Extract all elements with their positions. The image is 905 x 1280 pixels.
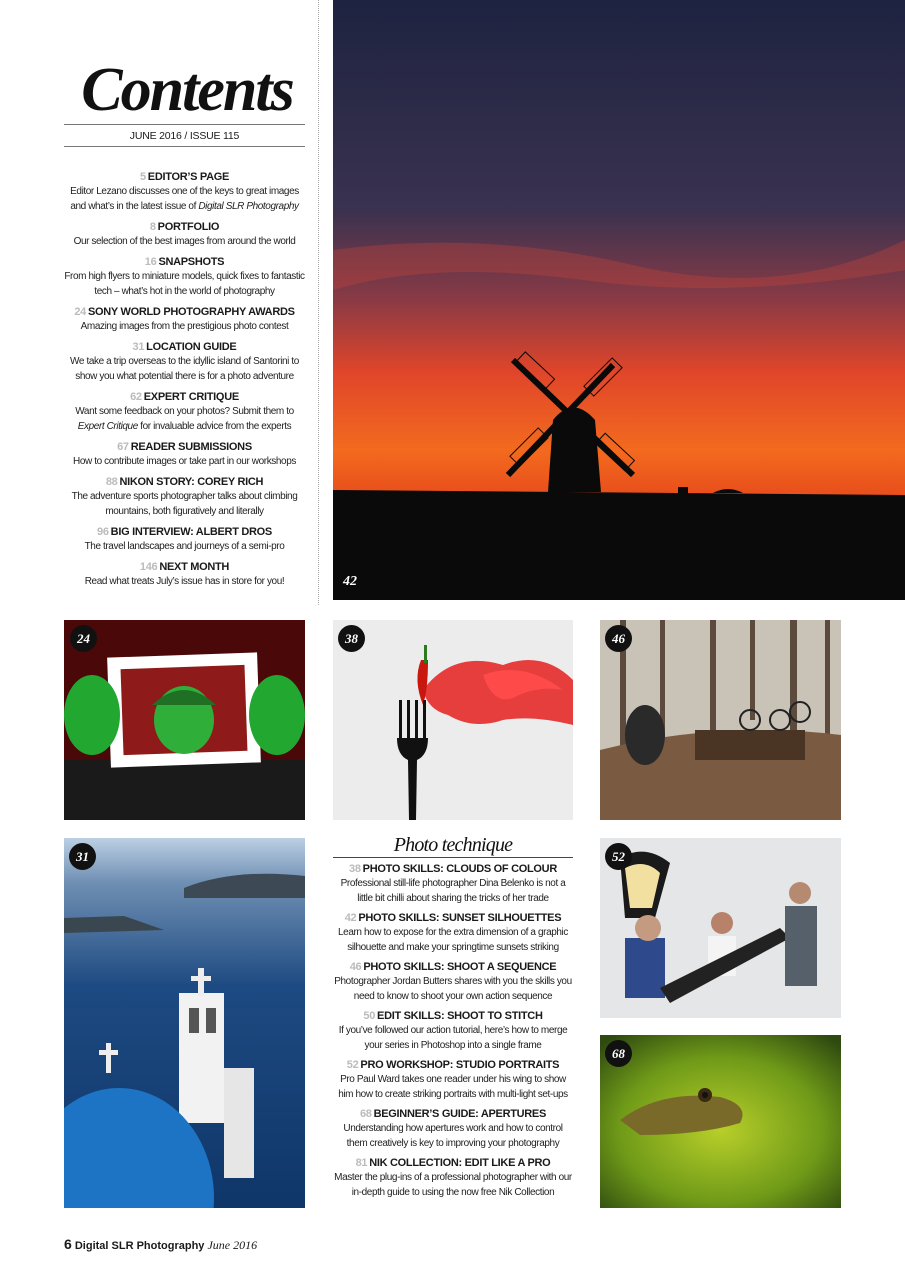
toc-page-number: 16 <box>144 256 157 268</box>
toc-page-number: 88 <box>105 476 118 488</box>
technique-entry[interactable] <box>333 1058 573 1102</box>
technique-entry[interactable] <box>333 1009 573 1053</box>
toc-heading: EXPERT CRITIQUE <box>143 391 239 403</box>
toc-entry[interactable] <box>64 220 305 249</box>
toc-desc-after: for invaluable advice from the experts <box>137 421 292 432</box>
toc-desc: Amazing images from the prestigious photo contest <box>80 321 289 332</box>
toc-page-number: 5 <box>139 171 146 183</box>
toc-page-number: 46 <box>349 961 362 973</box>
technique-entry[interactable] <box>333 1156 573 1200</box>
photo-badge: 31 <box>69 843 96 870</box>
toc-desc: Our selection of the best images from around the world <box>73 236 296 247</box>
toc-desc: Master the plug-ins of a professional photographer with our in-depth guide to using the now free Nik Collection <box>334 1172 572 1198</box>
toc-desc: If you’ve followed our action tutorial, here’s how to merge your series in Photoshop into a single frame <box>338 1025 568 1051</box>
toc-entry[interactable] <box>64 440 305 469</box>
frog-photo[interactable] <box>600 1035 841 1208</box>
photo-badge: 52 <box>605 843 632 870</box>
toc-entry[interactable] <box>64 390 305 434</box>
toc-page-number: 81 <box>355 1157 368 1169</box>
page-title: Contents <box>81 56 293 124</box>
page-footer <box>64 1236 257 1253</box>
studio-portrait-photo[interactable] <box>600 838 841 1018</box>
toc-heading: BEGINNER’S GUIDE: APERTURES <box>373 1108 547 1120</box>
toc-page-number: 146 <box>139 561 158 573</box>
section-title: Photo technique <box>393 834 513 856</box>
studio-portrait-image <box>600 838 841 1018</box>
toc-page-number: 24 <box>74 306 86 318</box>
toc-heading: NIKON STORY: COREY RICH <box>119 476 264 488</box>
soldier-frame-photo[interactable] <box>64 620 305 820</box>
toc-entry[interactable] <box>64 305 305 334</box>
toc-heading: PHOTO SKILLS: SUNSET SILHOUETTES <box>358 912 562 924</box>
toc-desc: The travel landscapes and journeys of a semi-pro <box>84 541 285 552</box>
toc-page-number: 62 <box>130 391 142 403</box>
toc-desc: Learn how to expose for the extra dimension of a graphic silhouette and make your springtime sunsets striking <box>338 927 568 953</box>
toc-heading: NIK COLLECTION: EDIT LIKE A PRO <box>369 1157 551 1169</box>
toc-page-number: 67 <box>117 441 129 453</box>
toc-desc-italic: Expert Critique <box>77 421 138 432</box>
toc-heading: SNAPSHOTS <box>158 256 225 268</box>
frog-image <box>600 1035 841 1208</box>
toc-page-number: 8 <box>149 221 156 233</box>
technique-entry[interactable] <box>333 862 573 906</box>
toc-entry[interactable] <box>64 475 305 519</box>
toc-page-number: 31 <box>132 341 145 353</box>
windmill-sunset-image <box>333 0 905 600</box>
column-divider <box>318 0 319 605</box>
issue-line: JUNE 2016 / ISSUE 115 <box>129 130 240 142</box>
toc-heading: PHOTO SKILLS: CLOUDS OF COLOUR <box>362 863 557 875</box>
toc-desc: How to contribute images or take part in our workshops <box>73 456 296 467</box>
issue-rule <box>64 146 305 147</box>
toc-heading: PHOTO SKILLS: SHOOT A SEQUENCE <box>363 961 557 973</box>
toc-heading: EDIT SKILLS: SHOOT TO STITCH <box>377 1010 543 1022</box>
chilli-fork-image <box>333 620 573 820</box>
toc-page-number: 52 <box>346 1059 359 1071</box>
mountain-bikes-image <box>600 620 841 820</box>
toc-entry[interactable] <box>64 525 305 554</box>
toc-entry[interactable] <box>64 170 305 214</box>
toc-heading: SONY WORLD PHOTOGRAPHY AWARDS <box>88 306 295 318</box>
toc-entry[interactable] <box>64 340 305 384</box>
technique-list <box>333 862 573 1205</box>
toc-desc: Editor Lezano discusses one of the keys to great images and what’s in the latest issue of <box>70 186 299 212</box>
toc-heading: BIG INTERVIEW: ALBERT DROS <box>110 526 272 538</box>
toc-desc: Pro Paul Ward takes one reader under his wing to show him how to create striking portraits with multi-light set-ups <box>338 1074 568 1100</box>
santorini-image <box>64 838 305 1208</box>
toc-page-number: 68 <box>359 1108 372 1120</box>
technique-entry[interactable] <box>333 911 573 955</box>
chilli-fork-photo[interactable] <box>333 620 573 820</box>
title-rule <box>64 124 305 125</box>
photo-badge: 38 <box>338 625 365 652</box>
toc-page-number: 42 <box>344 912 357 924</box>
toc-heading: LOCATION GUIDE <box>146 341 237 353</box>
photo-badge: 46 <box>605 625 632 652</box>
footer-date: June 2016 <box>207 1238 258 1252</box>
toc-desc-italic: Digital SLR Photography <box>198 201 299 212</box>
toc-desc: The adventure sports photographer talks about climbing mountains, both figuratively and literally <box>71 491 298 517</box>
contents-list <box>64 170 305 595</box>
toc-heading: PORTFOLIO <box>157 221 220 233</box>
photo-badge: 24 <box>70 625 97 652</box>
footer-magazine: Digital SLR Photography <box>74 1240 205 1252</box>
toc-entry[interactable] <box>64 560 305 589</box>
photo-badge: 68 <box>605 1040 632 1067</box>
toc-page-number: 50 <box>363 1010 376 1022</box>
toc-desc: Understanding how apertures work and how to control them creatively is key to improving your photography <box>343 1123 563 1149</box>
footer-page-number: 6 <box>64 1236 72 1252</box>
soldier-frame-image <box>64 620 305 820</box>
section-rule <box>333 857 573 858</box>
technique-entry[interactable] <box>333 1107 573 1151</box>
mountain-bikes-photo[interactable] <box>600 620 841 820</box>
toc-desc: Want some feedback on your photos? Submit them to <box>75 406 294 417</box>
toc-heading: PRO WORKSHOP: STUDIO PORTRAITS <box>360 1059 560 1071</box>
toc-heading: READER SUBMISSIONS <box>130 441 252 453</box>
technique-entry[interactable] <box>333 960 573 1004</box>
toc-heading: NEXT MONTH <box>159 561 230 573</box>
toc-desc: Read what treats July’s issue has in store for you! <box>84 576 285 587</box>
hero-page-number: 42 <box>343 574 357 589</box>
toc-desc: We take a trip overseas to the idyllic island of Santorini to show you what potential there is for a photo adventure <box>70 356 299 382</box>
windmill-sunset-photo[interactable] <box>333 0 905 600</box>
toc-desc: Professional still-life photographer Dina Belenko is not a little bit chilli about sharing the tricks of her trade <box>340 878 566 904</box>
toc-entry[interactable] <box>64 255 305 299</box>
toc-page-number: 96 <box>97 526 109 538</box>
toc-desc: From high flyers to miniature models, quick fixes to fantastic tech – what’s hot in the world of photography <box>64 271 305 297</box>
toc-heading: EDITOR’S PAGE <box>147 171 230 183</box>
toc-page-number: 38 <box>349 863 361 875</box>
santorini-photo[interactable] <box>64 838 305 1208</box>
toc-desc: Photographer Jordan Butters shares with you the skills you need to know to shoot your own action sequence <box>334 976 572 1002</box>
